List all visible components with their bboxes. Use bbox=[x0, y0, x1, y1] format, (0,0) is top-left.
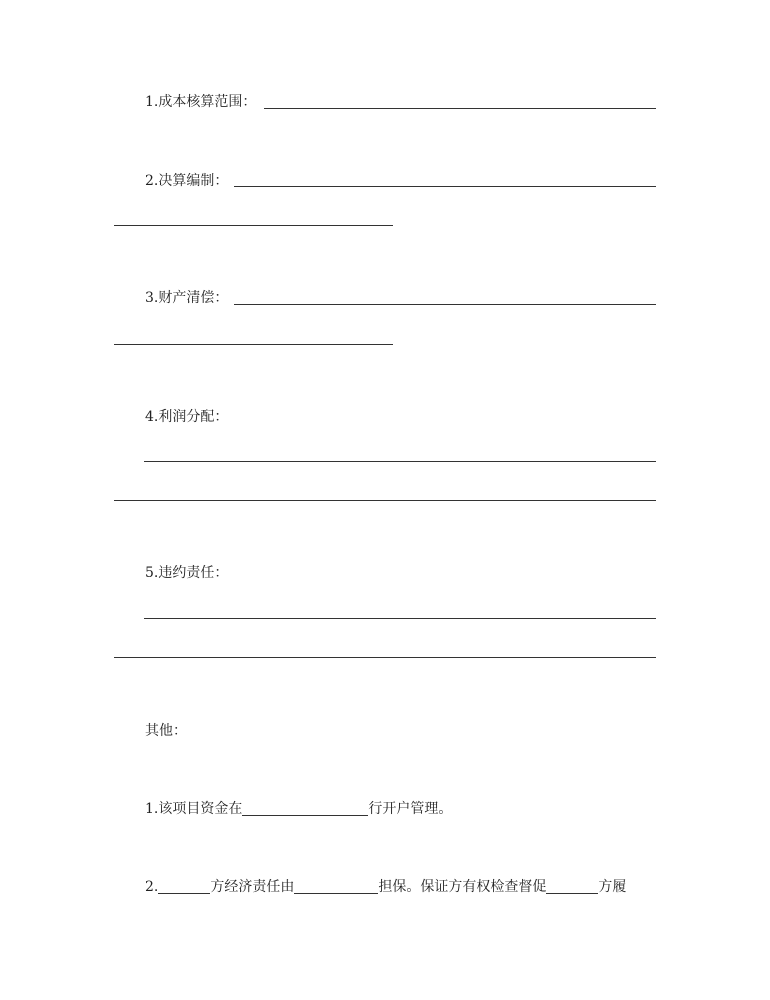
item-4-label: 4.利润分配： bbox=[145, 409, 229, 425]
item-2-blank-line[interactable] bbox=[234, 186, 656, 187]
guarantor-blank[interactable] bbox=[294, 879, 378, 894]
item-3-blank-line-cont[interactable] bbox=[114, 344, 393, 345]
item-3-label: 3.财产清偿： bbox=[145, 290, 229, 306]
bank-name-blank[interactable] bbox=[242, 801, 368, 816]
item-1-blank-line[interactable] bbox=[264, 108, 656, 109]
party-blank-1[interactable] bbox=[158, 879, 210, 894]
other-heading: 其他： bbox=[145, 723, 187, 739]
item-4-blank-line-cont[interactable] bbox=[114, 500, 656, 501]
item-3-blank-line[interactable] bbox=[234, 304, 656, 305]
item-4-blank-line[interactable] bbox=[144, 461, 656, 462]
party-blank-2[interactable] bbox=[546, 879, 598, 894]
item-1-label: 1.成本核算范围： bbox=[145, 94, 257, 110]
item-2-label: 2.决算编制： bbox=[145, 173, 229, 189]
item-5-label: 5.违约责任： bbox=[145, 565, 229, 581]
other-clause-2: 2. 方经济责任由 担保。保证方有权检查督促 方履 bbox=[145, 879, 627, 895]
item-5-blank-line[interactable] bbox=[144, 618, 656, 619]
item-2-blank-line-cont[interactable] bbox=[114, 225, 393, 226]
other-clause-1: 1.该项目资金在 行开户管理。 bbox=[145, 801, 453, 817]
item-5-blank-line-cont[interactable] bbox=[114, 657, 656, 658]
